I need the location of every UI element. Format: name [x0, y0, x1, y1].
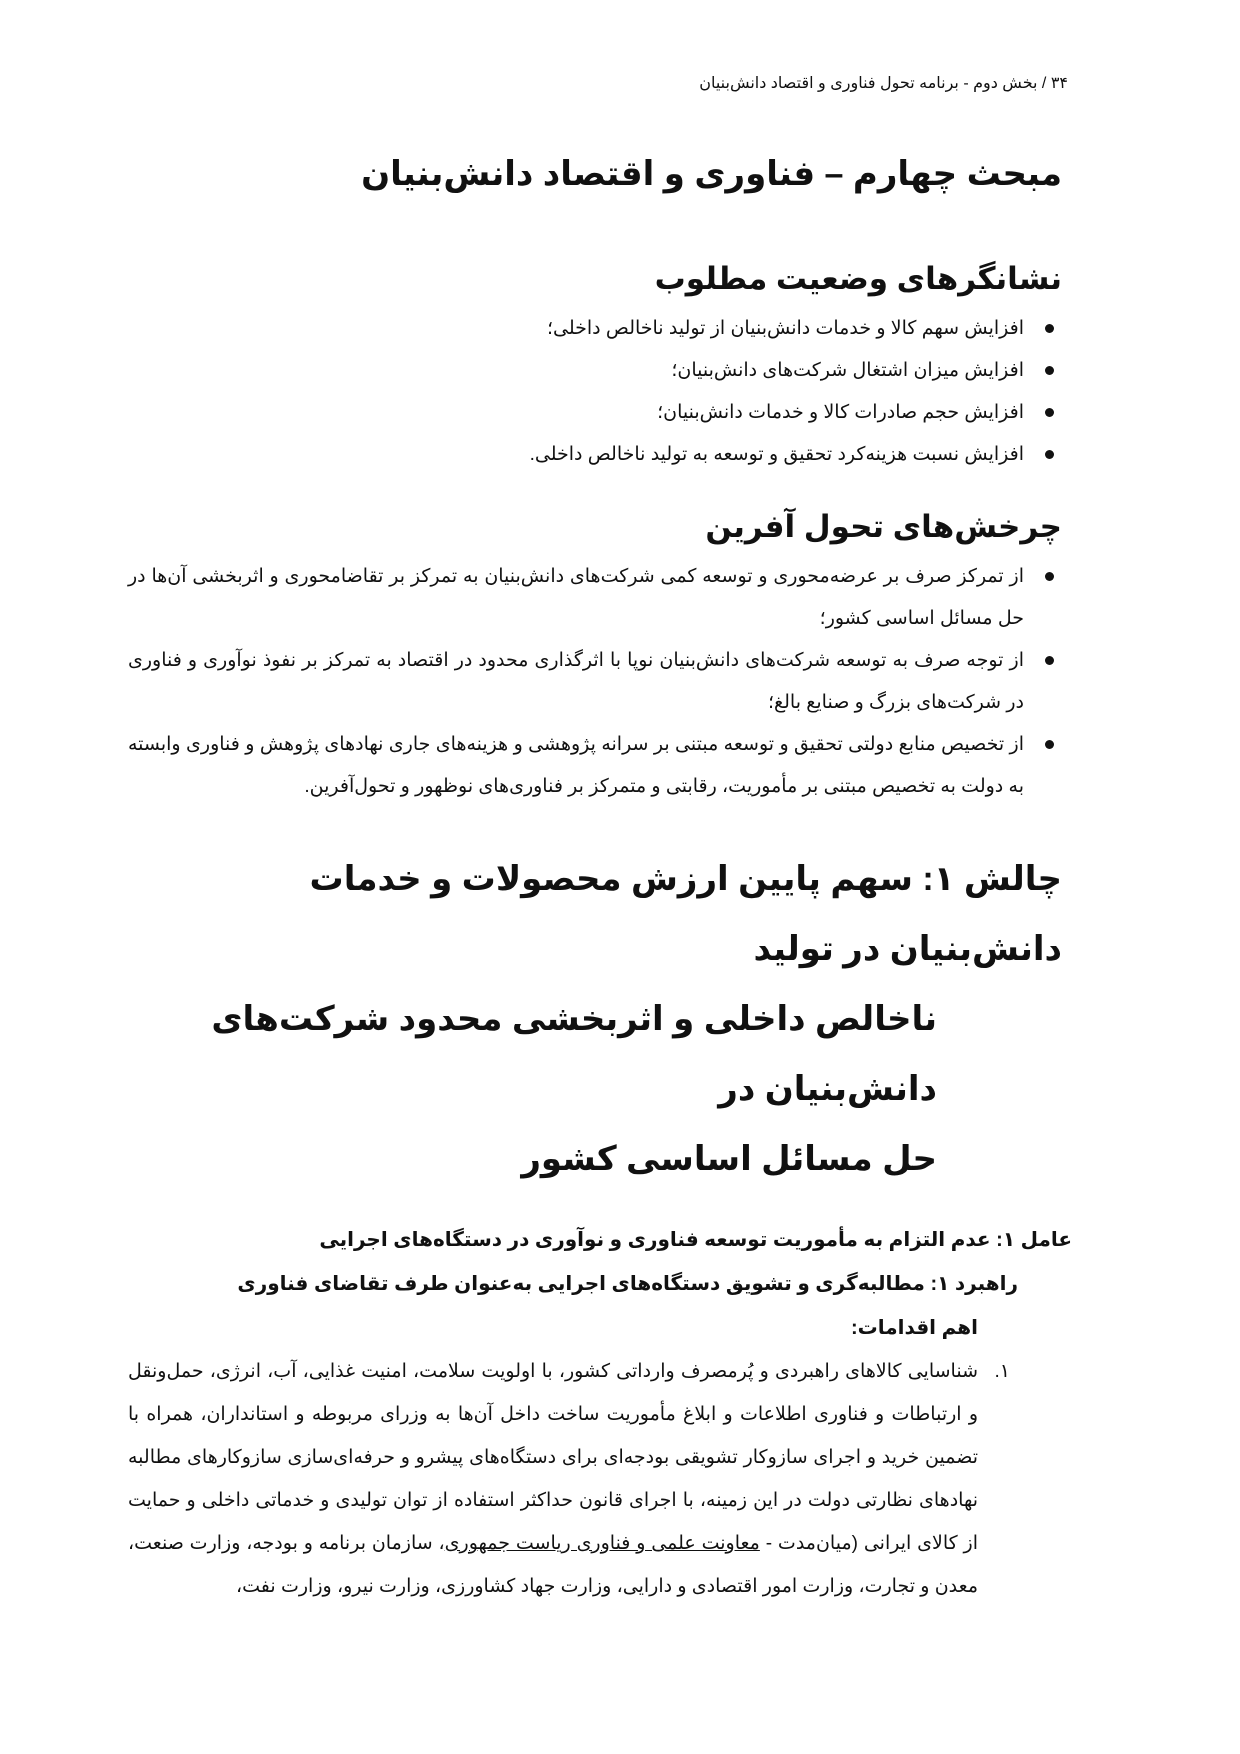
list-item: از تخصیص منابع دولتی تحقیق و توسعه مبتنی بر سرانه پژوهشی و هزینه‌های جاری نهادهای پژوهش و فناوری وابسته به دولت به تخصیص مبتنی بر مأموریت، رقابتی و متمرکز بر فناوری‌های نوظهور و تحول‌آفرین.: [128, 724, 1062, 808]
list-item: از تمرکز صرف بر عرضه‌محوری و توسعه کمی شرکت‌های دانش‌بنیان به تمرکز بر تقاضامحوری و اثربخشی آن‌ها در حل مسائل اساسی کشور؛: [128, 556, 1062, 640]
shifts-list: [128, 556, 1062, 808]
indicators-list: [128, 308, 1062, 476]
actions-label: اهم اقدامات:: [851, 1317, 978, 1339]
action-number: ۱.: [994, 1361, 1010, 1382]
challenge-heading: [170, 844, 1062, 1194]
challenge-line: ناخالص داخلی و اثربخشی محدود شرکت‌های دانش‌بنیان در: [211, 1000, 937, 1108]
action-underlined-org: معاونت علمی و فناوری ریاست جمهوری: [444, 1533, 760, 1554]
action-item: [128, 1350, 1010, 1608]
action-text: شناسایی کالاهای راهبردی و پُرمصرف وارداتی کشور، با اولویت سلامت، امنیت غذایی، آب، انرژی، حمل‌ونقل و ارتباطات و فناوری اطلاعات و ابلاغ مأموریت ساخت داخل آن‌ها به وزرای مربوطه و استانداران، همراه با تضمین خرید و اجرای سازوکار تشویقی بودجه‌ای برای دستگاه‌های پیشرو و حرفه‌ای‌سازی سازوکارهای مطالبه نهادهای نظارتی دولت در این زمینه، با اجرای قانون حداکثر استفاده از توان تولیدی و خدماتی داخلی و حمایت از کالای ایرانی (میان‌مدت -: [128, 1361, 978, 1554]
running-head: ۳۴ / بخش دوم - برنامه تحول فناوری و اقتصاد دانش‌بنیان: [699, 75, 1068, 92]
list-item: افزایش سهم کالا و خدمات دانش‌بنیان از تولید ناخالص داخلی؛: [128, 308, 1062, 350]
strategy-heading: راهبرد ۱: مطالبه‌گری و تشویق دستگاه‌های اجرایی به‌عنوان طرف تقاضای فناوری: [237, 1273, 1018, 1295]
action-text-continued: ، سازمان برنامه و بودجه، وزارت صنعت، معدن و تجارت، وزارت امور اقتصادی و دارایی، وزارت جهاد کشاورزی، وزارت نیرو، وزارت نفت،: [128, 1533, 978, 1597]
list-item: افزایش حجم صادرات کالا و خدمات دانش‌بنیان؛: [128, 392, 1062, 434]
challenge-line: حل مسائل اساسی کشور: [521, 1140, 937, 1178]
indicators-heading: نشانگرهای وضعیت مطلوب: [654, 261, 1062, 296]
page-title: مبحث چهارم – فناوری و اقتصاد دانش‌بنیان: [361, 155, 1062, 193]
factor-heading: عامل ۱: عدم التزام به مأموریت توسعه فناوری و نوآوری در دستگاه‌های اجرایی: [319, 1229, 1072, 1251]
list-item: افزایش نسبت هزینه‌کرد تحقیق و توسعه به تولید ناخالص داخلی.: [128, 434, 1062, 476]
list-item: افزایش میزان اشتغال شرکت‌های دانش‌بنیان؛: [128, 350, 1062, 392]
shifts-heading: چرخش‌های تحول آفرین: [705, 509, 1062, 544]
challenge-line: چالش ۱: سهم پایین ارزش محصولات و خدمات دانش‌بنیان در تولید: [309, 860, 1062, 968]
list-item: از توجه صرف به توسعه شرکت‌های دانش‌بنیان نوپا با اثرگذاری محدود در اقتصاد به تمرکز بر نفوذ نوآوری و فناوری در شرکت‌های بزرگ و صنایع بالغ؛: [128, 640, 1062, 724]
